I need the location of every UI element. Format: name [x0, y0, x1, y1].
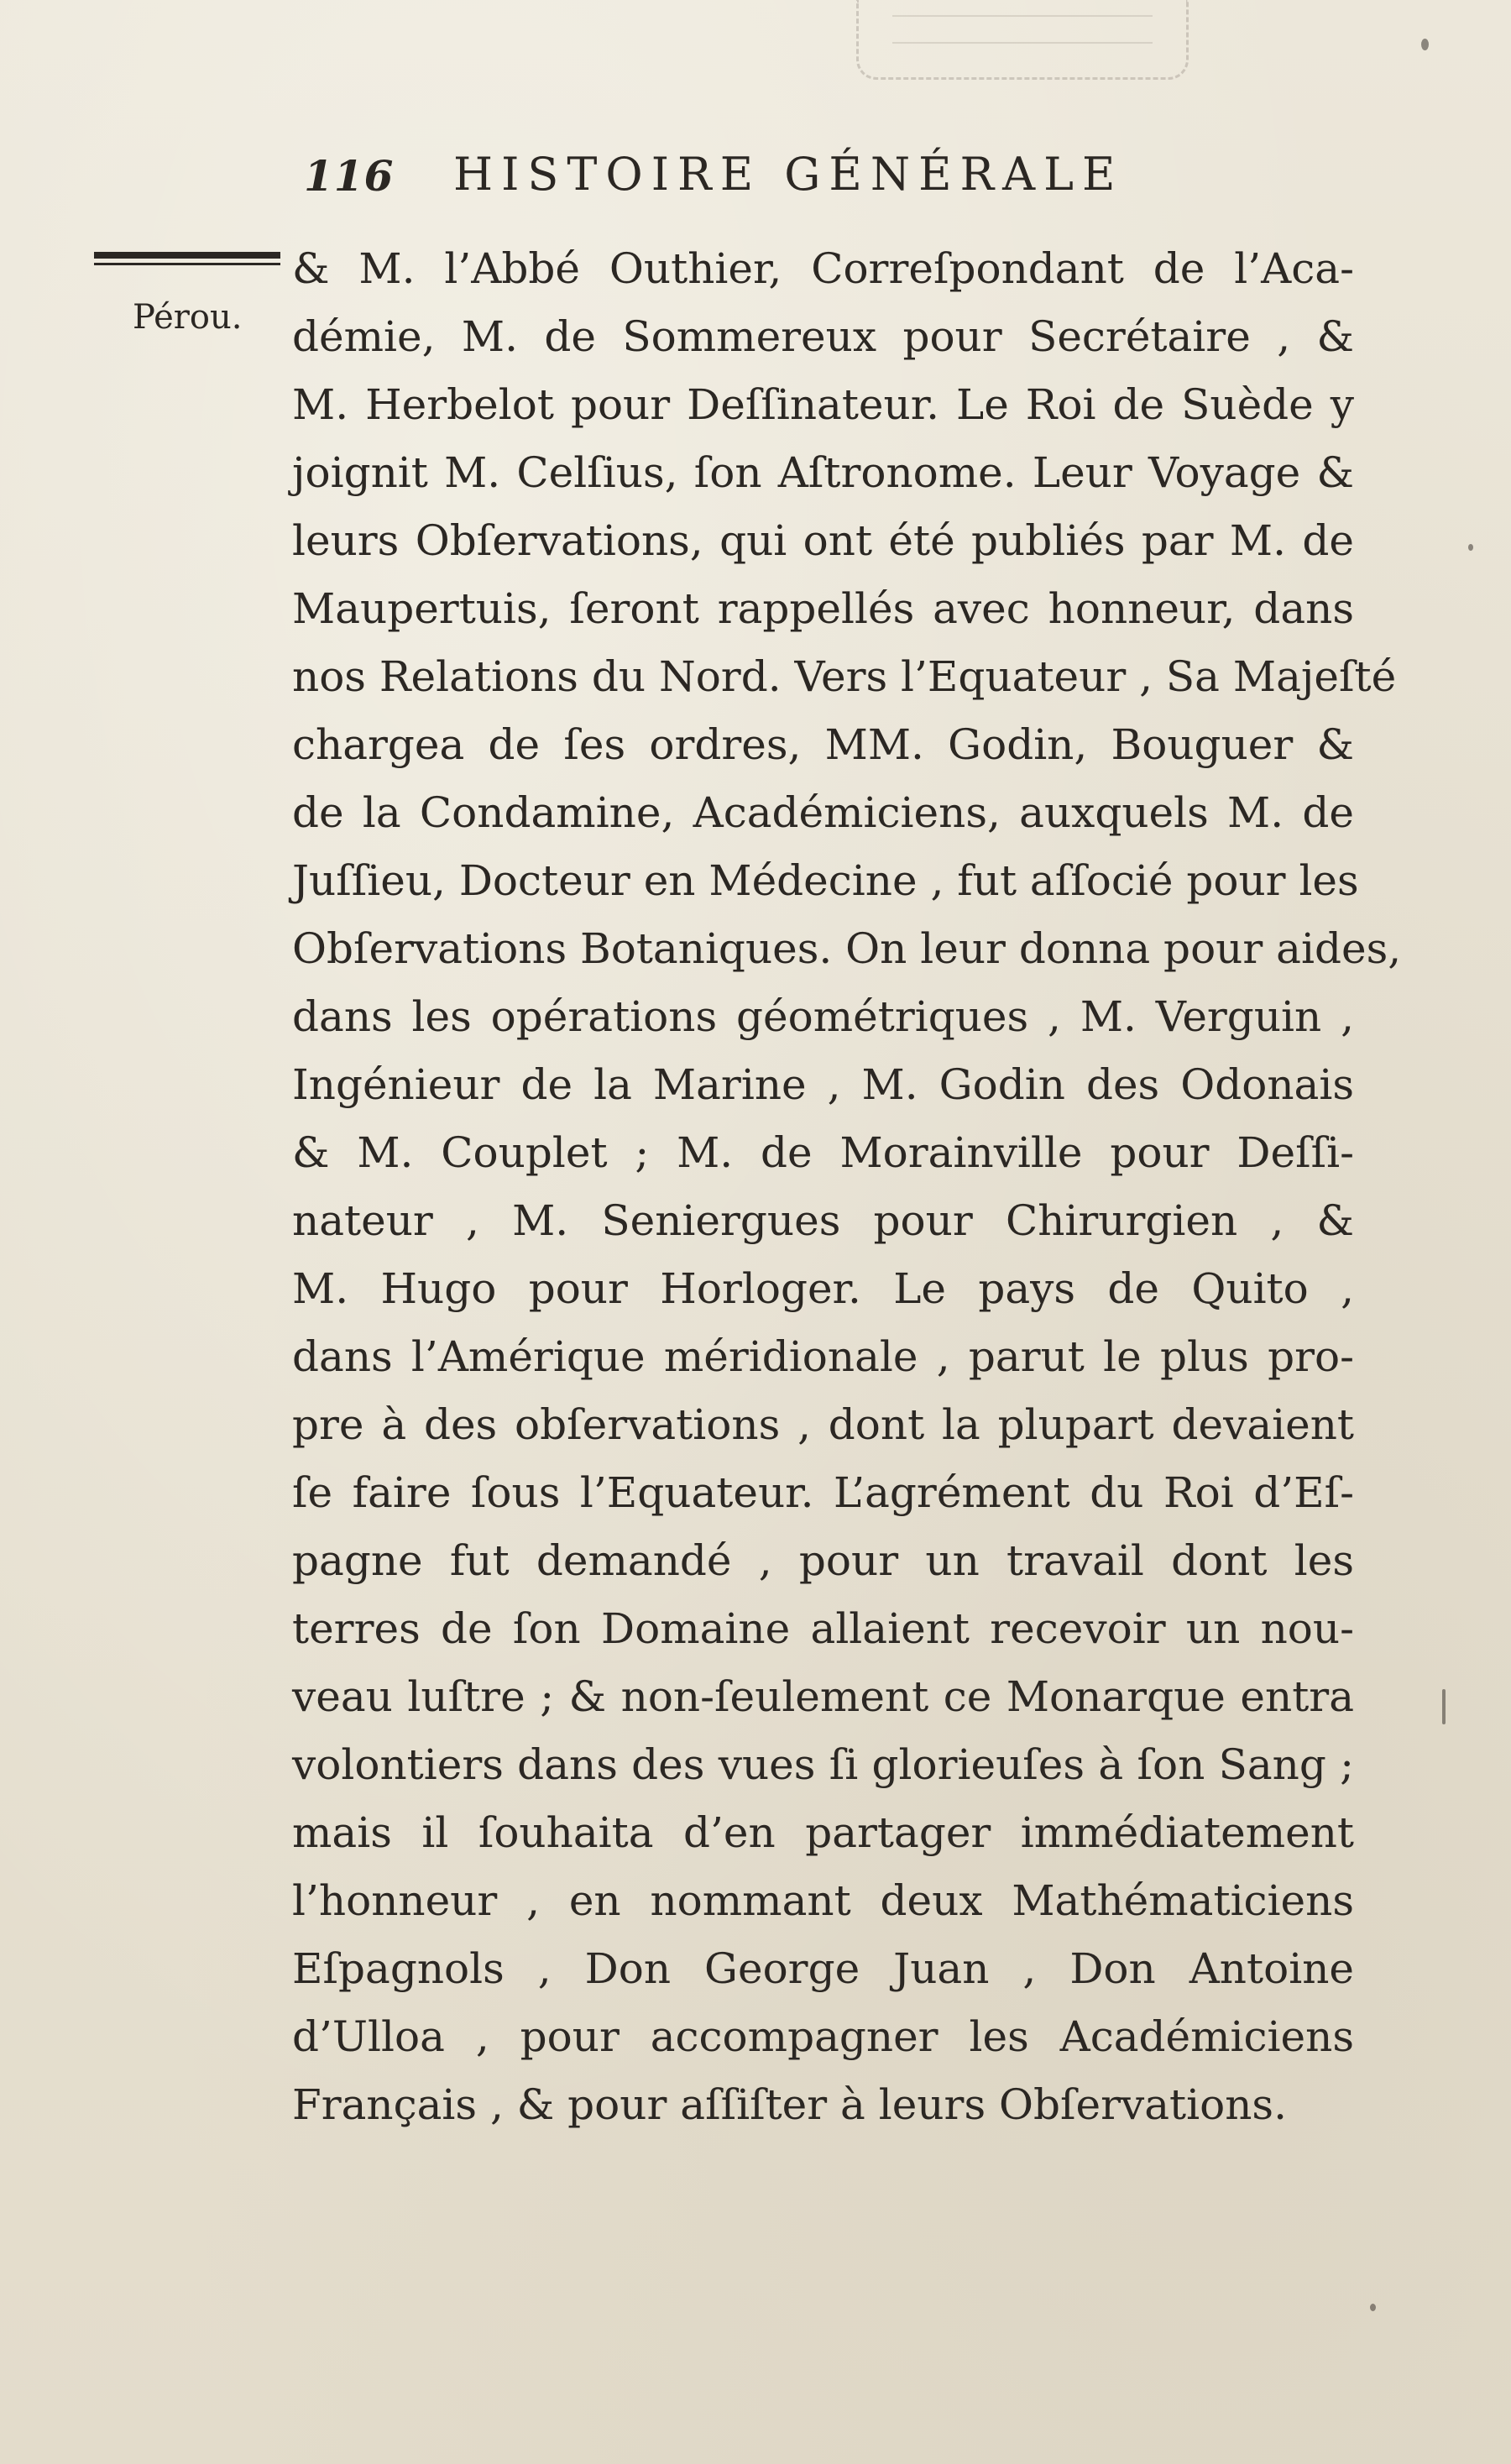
- text-line: terres de ſon Domaine allaient recevoir un nou-: [292, 1604, 1354, 1653]
- text-line: leurs Obſervations, qui ont été publiés par M. de: [292, 516, 1354, 565]
- margin-rule-thin: [94, 263, 280, 265]
- paper-speck: [1468, 544, 1473, 551]
- body-text: [292, 235, 1402, 2139]
- running-title: HISTOIRE GÉNÉRALE: [453, 148, 1124, 201]
- text-line: volontiers dans des vues ſi glorieuſes à ſon Sang ;: [292, 1740, 1354, 1789]
- text-line: & M. Couplet ; M. de Morainville pour Deſſi-: [292, 1128, 1354, 1177]
- text-line: nos Relations du Nord. Vers l’Equateur , Sa Majeſté: [292, 652, 1397, 701]
- text-line: mais il ſouhaita d’en partager immédiatement: [292, 1808, 1354, 1857]
- margin-rule: [94, 252, 280, 259]
- margin-note: Pérou.: [133, 298, 243, 337]
- text-line: Ingénieur de la Marine , M. Godin des Odonais: [292, 1060, 1354, 1109]
- paper-speck: [1442, 1689, 1446, 1724]
- paper-speck: [1370, 2304, 1376, 2311]
- text-line: Maupertuis, ſeront rappellés avec honneur, dans: [292, 584, 1354, 633]
- text-line: pre à des obſervations , dont la plupart devaient: [292, 1400, 1354, 1449]
- text-line: Obſervations Botaniques. On leur donna pour aides,: [292, 924, 1402, 973]
- text-line: nateur , M. Seniergues pour Chirurgien , &: [292, 1196, 1354, 1245]
- text-line: chargea de ſes ordres, MM. Godin, Bouguer &: [292, 720, 1354, 769]
- text-line: veau luſtre ; & non-ſeulement ce Monarque entra: [292, 1672, 1354, 1721]
- text-line: d’Ulloa , pour accompagner les Académiciens: [292, 2012, 1354, 2061]
- text-line: Juſſieu, Docteur en Médecine , fut aſſocié pour les: [292, 856, 1359, 905]
- text-line: dans les opérations géométriques , M. Verguin ,: [292, 992, 1354, 1041]
- running-head: [304, 144, 1362, 220]
- paper-speck: [1421, 39, 1429, 50]
- text-line: Français , & pour aſſiſter à leurs Obſervations.: [292, 2080, 1287, 2129]
- text-line: de la Condamine, Académiciens, auxquels M. de: [292, 788, 1354, 837]
- library-stamp-text-band: [892, 15, 1153, 44]
- text-line: l’honneur , en nommant deux Mathématiciens: [292, 1876, 1354, 1925]
- text-line: & M. l’Abbé Outhier, Correſpondant de l’Aca-: [292, 244, 1354, 293]
- library-stamp: [856, 0, 1189, 80]
- page-number: 116: [304, 151, 395, 201]
- text-line: dans l’Amérique méridionale , parut le plus pro-: [292, 1332, 1354, 1381]
- text-line: démie, M. de Sommereux pour Secrétaire , &: [292, 312, 1354, 361]
- text-line: M. Hugo pour Horloger. Le pays de Quito ,: [292, 1264, 1354, 1313]
- text-line: Eſpagnols , Don George Juan , Don Antoine: [292, 1944, 1354, 1993]
- text-line: pagne fut demandé , pour un travail dont les: [292, 1536, 1354, 1585]
- text-line: ſe faire ſous l’Equateur. L’agrément du Roi d’Eſ-: [292, 1468, 1354, 1517]
- text-line: joignit M. Celſius, ſon Aſtronome. Leur Voyage &: [292, 448, 1354, 497]
- text-line: M. Herbelot pour Deſſinateur. Le Roi de Suède y: [292, 380, 1354, 429]
